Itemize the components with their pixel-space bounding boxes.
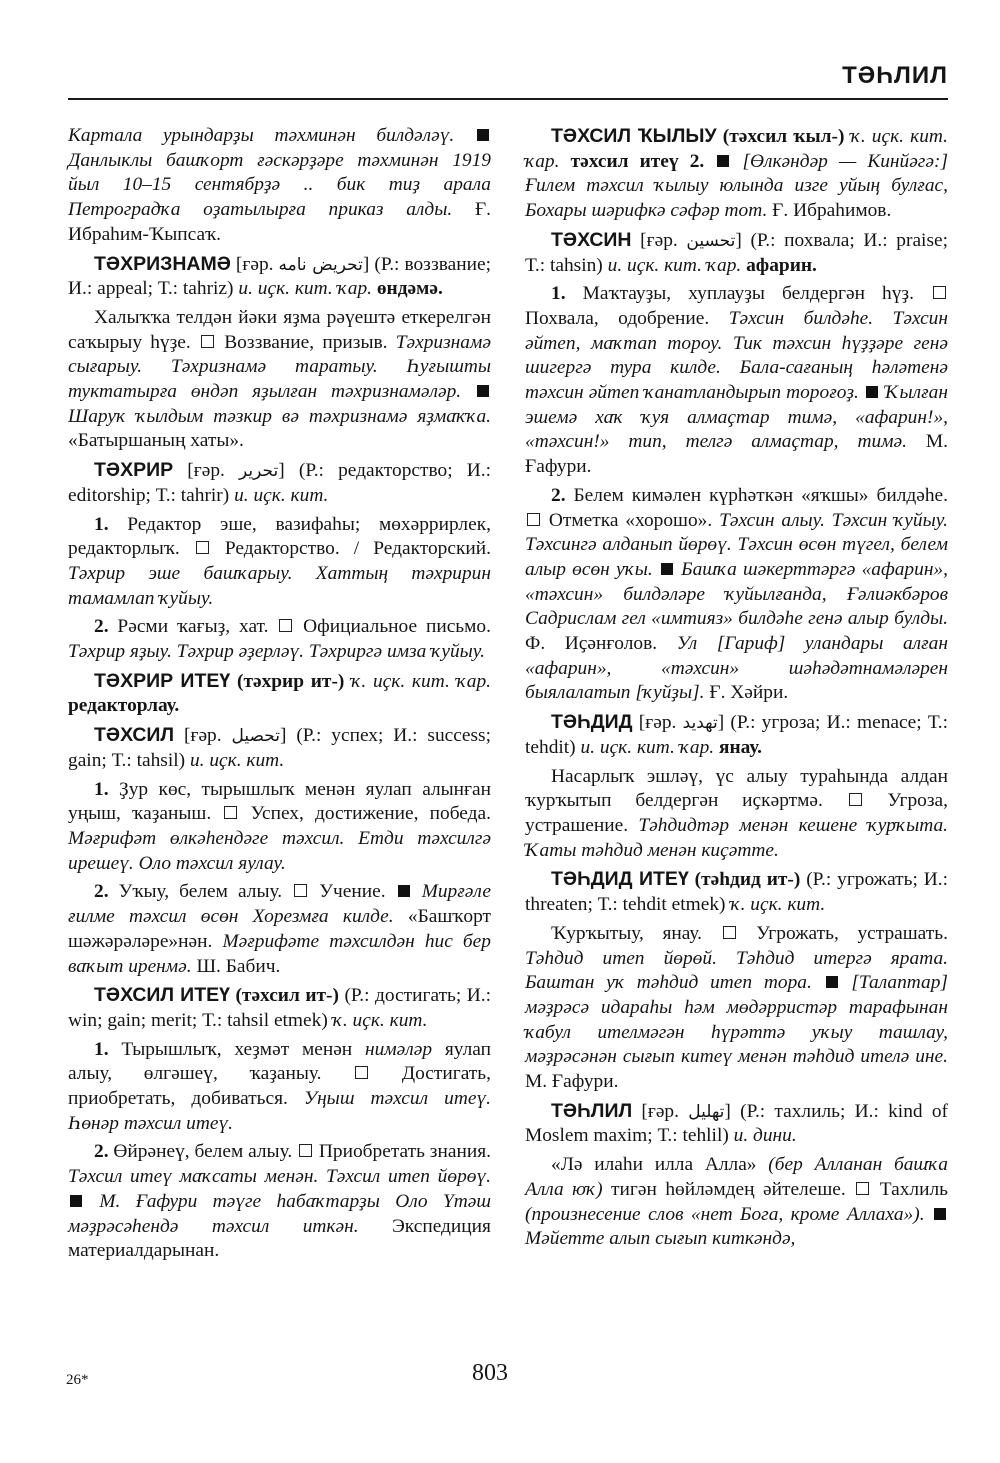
headword: ТӘХРИР [94,459,174,482]
page-number: 803 [472,1360,508,1386]
sense-number: 1. [94,1038,109,1060]
entry-taxrir-iteu: ТӘХРИР ИТЕҮ (тәхрир ит-) ҡ. иҫк. кит. ҡар. редакторлау. [68,669,492,717]
translation-marker-icon [196,541,209,554]
headword: ТӘХСИЛ ИТЕҮ [94,984,230,1007]
entry-taxrir: ТӘХРИР [ғәр. تحرير] (Р.: редакторство; И.: editorship; Т.: tahrir) и. иҫк. кит. [68,459,491,506]
grammar-label: и. иҫк. кит. [189,749,285,771]
arabic-spelling: تهديد [682,713,718,734]
cross-reference: янау. [718,736,762,758]
citation-marker-icon [477,385,489,397]
translation-marker-icon [224,806,237,819]
citation-marker-icon [826,976,838,988]
arabic-spelling: تحصيل [231,726,280,747]
sense-2: 2. Өйрәнеү, белем алыу. Приобретать знания. Тәхсил итеү маҡсаты менән. Тәхсил итеп йөрөү. М. Ғафури тәүге һабаҡтарҙы Оло Үтәш мәҙрәсәһендә тәхсил иткән. Экспедиция материалдарынан. [68,1141,491,1262]
grammar-label: и. иҫк. кит. ҡар. [607,254,742,276]
headword: ТӘҺДИД ИТЕҮ [551,868,689,891]
entry-taxsil-qylyu: ТӘХСИЛ ҠЫЛЫУ (тәхсил ҡыл-) ҡ. иҫк. кит. ҡар. тәхсил итеү 2. [Өлкәндәр — Кинйәгә:] Ғилем тәхсил ҡылыу юлында изге уйың булғас, Бохары шәрифкә сәфәр тот. Ғ. Ибраһимов. [525,125,949,222]
entry-tahdid: ТӘҺДИД [ғәр. تهديد] (Р.: угроза; И.: menace; Т.: tehdit) и. иҫк. кит. ҡар. янау. [525,711,948,758]
entry-taxsil-iteu: ТӘХСИЛ ИТЕҮ (тәхсил ит-) (Р.: достигать; И.: win; gain; merit; Т.: tahsil etmek) ҡ. иҫк. кит. [68,984,492,1031]
grammar-label: и. иҫк. кит. ҡар. [238,278,372,300]
entry-continuation [68,124,491,248]
entry-tahlil: ТӘҺЛИЛ [ғәр. تهليل] (Р.: тахлиль; И.: kind of Moslem maxim; Т.: tehlil) и. дини. [525,1099,948,1147]
headword: ТӘҺДИД [551,711,633,734]
cross-reference: редакторлау. [68,695,180,717]
citation-marker-icon [934,1208,946,1220]
arabic-spelling: تحرير [239,461,279,482]
entry-tahdid-iteu: ТӘҺДИД ИТЕҮ (тәһдид ит-) (Р.: угрожать; И.: threaten; Т.: tehdit etmek) ҡ. иҫк. кит. [525,868,948,916]
headword: ТӘҺЛИЛ [551,1099,633,1122]
grammar-label: и. иҫк. кит. ҡар. [580,736,715,758]
sense-1: 1. Тырышлыҡ, хеҙмәт менән нимәләр яулап алыу, өлгәшеү, ҡаҙаныу. Достигать, приобретать, добиваться. Уңыш тәхсил итеү. Һөнәр тәхсил итеү. [68,1038,491,1134]
translation-marker-icon [849,793,862,806]
sense-number: 1. [94,513,109,535]
sense-number: 1. [94,778,109,800]
translation-marker-icon [856,1182,869,1195]
grammar-label: и. иҫк. кит. [234,484,329,506]
citation-marker-icon [661,563,673,575]
translation-marker-icon [294,884,307,897]
cross-reference: өндәмә. [376,278,443,300]
grammar-label: ҡ. иҫк. кит. [332,1009,428,1031]
headword: ТӘХСИЛ [94,724,175,747]
left-column [68,124,491,1268]
sense-2: 2. Уҡыу, белем алыу. Учение. Мирғәле ғилме тәхсил өсөн Хорезмға килде. «Башҡорт шәжәрәләре»нән. Мәғрифәте тәхсилдән һис бер ваҡыт иренмә. Ш. Бабич. [68,881,491,977]
sense-number: 2. [551,484,566,506]
cross-reference: тәхсил итеү 2. [570,150,705,172]
sense-1: 1. Ҙур көс, тырышлыҡ менән яулап алынған уңыш, ҡаҙаныш. Успех, достижение, победа. Мәғрифәт өлкәһендәге тәхсил. Етди тәхсилгә ирешеү. Оло тәхсил яулау. [68,778,491,874]
sense-number: 2. [94,881,109,903]
translation-marker-icon [723,926,736,939]
headword: ТӘХСИЛ ҠЫЛЫУ [551,125,717,147]
citation-text: Данлыклы башҡорт ғәскәрҙәре тәхминән 1919 йыл 10–15 сентябрҙә .. бик тиҙ арала Петроградҡа оҙатылырға приказ алды. [68,149,491,221]
citation-author: Ғ. Ибраһим-Ҡыпсаҡ. [68,199,491,245]
sense-1: 1. Маҡтауҙы, хуплауҙы белдергән һүҙ. Похвала, одобрение. Тәхсин билдәһе. Тәхсин әйтеп, маҡтап тороу. Тик тәхсин һүҙҙәре генә шигергә тура килде. Бала-сағаның һәләтенә тәхсин әйтеп ҡанатландырып тороғоҙ. Ҡылған эшемә хаҡ ҡуя алмаҫтар тимә, «афарин!», «тәхсин!» тип, телгә алмаҫтар, тимә. М. Ғафури. [525,283,948,478]
translation-marker-icon [933,286,946,299]
grammar-label: ҡ. иҫк. кит. ҡар. [525,126,949,172]
citation-marker-icon [398,885,410,897]
grammar-label: ҡ. иҫк. кит. [730,894,826,916]
entry-taxsin: ТӘХСИН [ғәр. تحسين] (Р.: похвала; И.: praise; Т.: tahsin) и. иҫк. кит. ҡар. афарин. [525,228,948,276]
translation-marker-icon [355,1066,368,1079]
headword: ТӘХРИР ИТЕҮ [94,669,231,692]
entry-taxsil: ТӘХСИЛ [ғәр. تحصيل] (Р.: успех; И.: success; gain; Т.: tahsil) и. иҫк. кит. [68,724,491,771]
sense-number: 1. [551,283,566,305]
arabic-spelling: تحريض نامه [278,254,363,275]
entry-taxriznama: ТӘХРИЗНАМӘ [ғәр. تحريض نامه] (Р.: воззвание; И.: appeal; Т.: tahriz) и. иҫк. кит. ҡар. өндәмә. [68,252,491,300]
definition: Насарлыҡ эшләү, үс алыу тураһында алдан ҡурҡытып белдергән иҫкәртмә. Угроза, устрашение. Тәһдидтәр менән кешене ҡурҡыта. Ҡаты тәһдид менән киҫәтте. [525,765,948,861]
citation-marker-icon [717,155,729,167]
page-header [68,58,948,100]
citation-marker-icon [866,386,878,398]
grammar-label: и. дини. [733,1125,797,1147]
definition: Халыҡҡа телдән йәки яҙма рәүештә еткерелгән саҡырыу һүҙе. Воззвание, призыв. Тәхризнамә сығарыу. Тәхризнамә таратыу. Һуғышты туктатырға өндәп яҙылған тәхризнамәләр. Шаруҡ ҡылдым тәзкир вә тәхризнамә яҙмаҡҡа. «Батыршаның хаты». [68,306,491,452]
sense-1: 1. Редактор эше, вазифаһы; мөхәррирлек, редакторлыҡ. Редакторство. / Редакторский. Тәхрир эше башҡарыу. Хаттың тәхририн тамамлап ҡуйыу. [68,513,491,609]
translation-marker-icon [527,513,540,526]
arabic-spelling: تهليل [688,1101,725,1122]
sense-number: 2. [94,1141,109,1163]
translation-marker-icon [201,335,214,348]
right-column [525,124,948,1256]
example-text: Картала урындарҙы тәхминән билдәләү. [68,125,455,146]
cross-reference: афарин. [746,254,817,276]
translation-marker-icon [299,1144,312,1157]
sense-2: 2. Белем кимәлен күрһәткән «яҡшы» билдәһе. Отметка «хорошо». Тәхсин алыу. Тәхсин ҡуйыу. Тәхсингә алданып йөрөү. Тәхсин өсөн түгел, белем алыр өсөн уҡы. Башҡа шәкерттәргә «афарин», «тәхсин» билдәләре ҡуйылғанда, Ғәлиәкбәров Садрислам гел «имтияз» билдәһе генә алыр булды. Ф. Иҫәнғолов. Ул [Гариф] уландары алған «афарин», «тәхсин» шәһәдәтнамәләрен быялалатып [ҡуйҙы]. Ғ. Хәйри. [525,484,948,704]
citation-marker-icon [70,1195,82,1207]
running-head: ТӘҺЛИЛ [842,62,948,89]
grammar-label: ҡ. иҫк. кит. ҡар. [351,670,492,692]
citation-marker-icon [477,129,489,141]
translation-marker-icon [279,619,292,632]
sense-2: 2. Рәсми ҡағыҙ, хат. Официальное письмо. Тәхрир яҙыу. Тәхрир әҙерләү. Тәхриргә имза ҡуйыу. [68,616,491,663]
definition: Ҡурҡытыу, янау. Угрожать, устрашать. Тәһдид итеп йөрөй. Тәһдид итергә ярата. Баштан уҡ тәһдид итеп тора. [Талаптар] мәҙрәсә идараһы һәм мөдәрристәр тарафынан ҡабул ителмәгән һүрәттә уҡыу ташлау, мәҙрәсәнән сығып китеү менән тәһдид ителә ине. М. Ғафури. [525,922,948,1093]
sense-number: 2. [94,616,109,638]
headword: ТӘХСИН [551,228,632,251]
definition: «Лә илаһи илла Алла» (бер Алланан башҡа Алла юҡ) тигән һөйләмдең әйтелеше. Тахлиль (произнесение слов «нет Бога, кроме Аллаха»). Мәйетте алып сығып киткәндә, [525,1154,948,1250]
arabic-spelling: تحسين [686,230,736,251]
headword: ТӘХРИЗНАМӘ [94,252,231,275]
signature-mark: 26* [66,1372,89,1388]
